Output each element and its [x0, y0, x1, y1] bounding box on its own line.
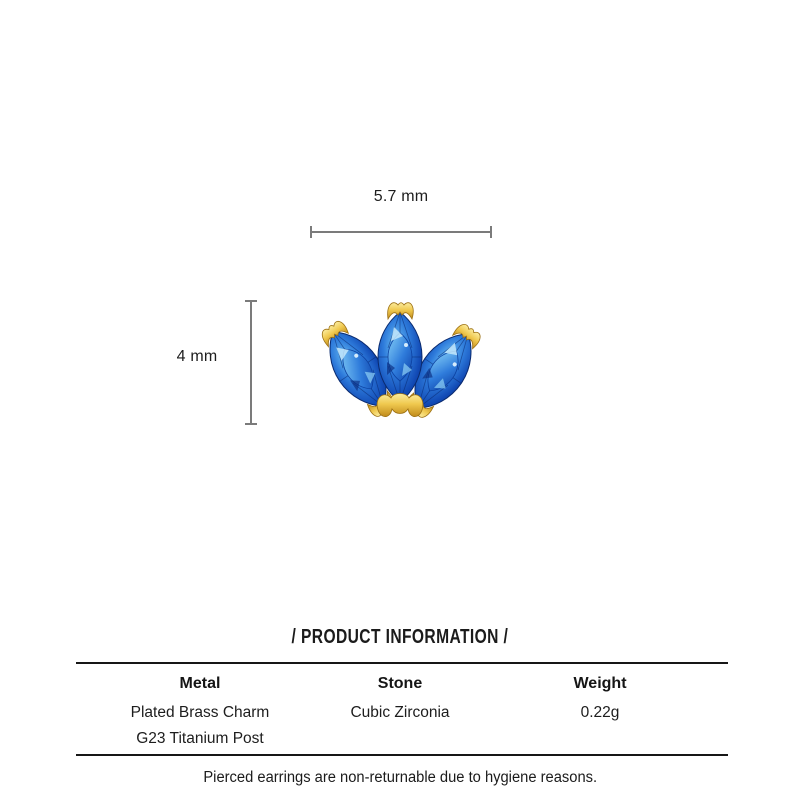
weight-header: Weight [573, 675, 627, 692]
height-dimension-label: 4 mm [176, 348, 218, 365]
hygiene-footnote [0, 768, 800, 788]
spec-column-weight [500, 674, 700, 752]
section-title [0, 626, 800, 649]
charm-product-image [311, 296, 489, 428]
section-title-text: / PRODUCT INFORMATION / [291, 626, 509, 648]
metal-value-line2: G23 Titanium Post [136, 730, 264, 747]
width-dimension-label: 5.7 mm [373, 188, 429, 205]
hygiene-footnote-text: Pierced earrings are non-returnable due to hygiene reasons. [203, 769, 597, 786]
spec-column-stone [300, 674, 500, 752]
metal-value-line1: Plated Brass Charm [130, 704, 270, 721]
spec-column-metal [100, 674, 300, 752]
spec-table [100, 674, 700, 752]
weight-value: 0.22g [580, 704, 620, 721]
table-top-divider [76, 662, 728, 664]
width-ruler-line [310, 231, 492, 233]
stone-header: Stone [377, 675, 423, 692]
bottom-center-gold-mount [377, 394, 423, 417]
height-ruler-line [250, 300, 252, 425]
table-bottom-divider [76, 754, 728, 756]
metal-header: Metal [179, 675, 221, 692]
stone-value: Cubic Zirconia [350, 704, 450, 721]
